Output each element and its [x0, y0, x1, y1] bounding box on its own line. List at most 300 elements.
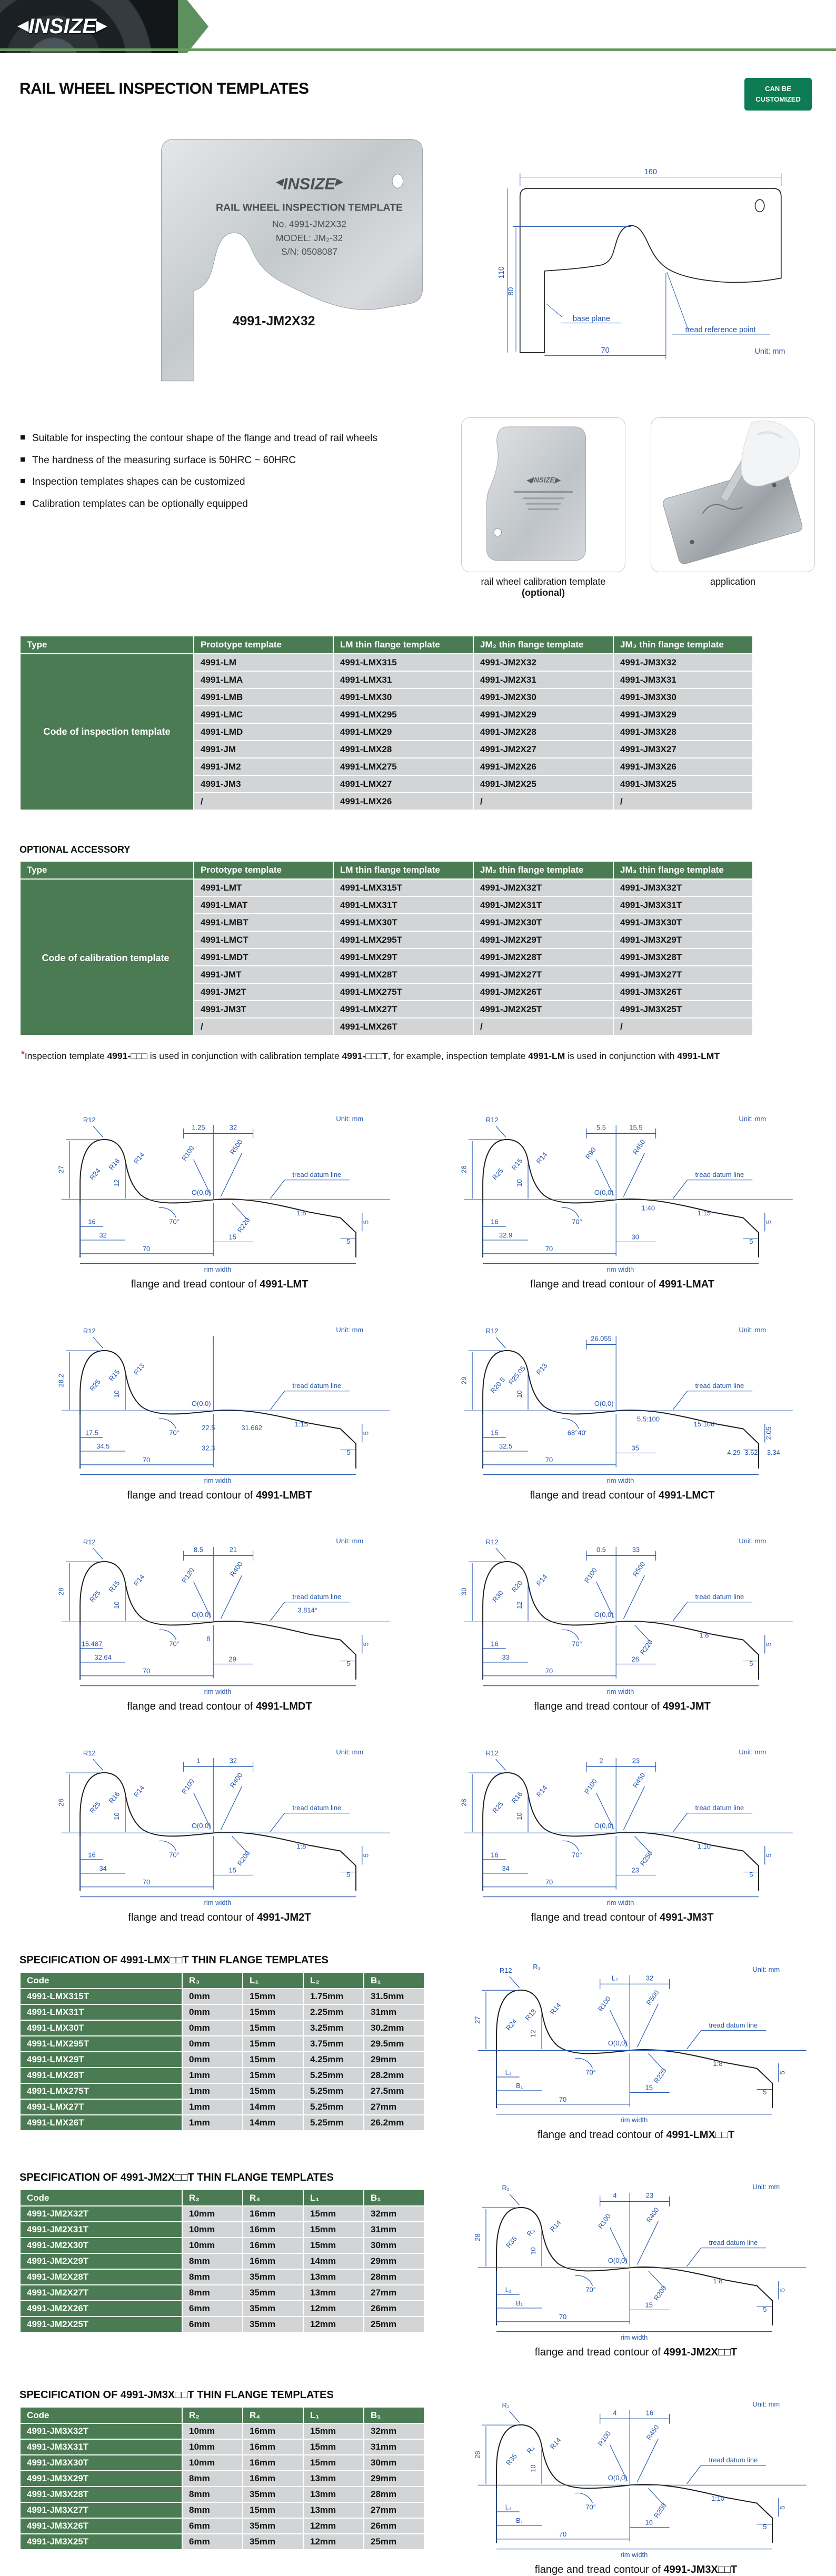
spec-value-cell: 4.25mm	[303, 2052, 364, 2068]
spec-value-cell: 8mm	[182, 2253, 243, 2269]
contour-drawing	[444, 2383, 828, 2564]
spec-value-cell: 15mm	[303, 2238, 364, 2253]
spec-value-cell: 16mm	[243, 2455, 303, 2471]
footnote-code: 4991-□□□	[107, 1051, 147, 1062]
dim-label-rim: rim width	[204, 1899, 232, 1907]
spec-value-cell: 12mm	[303, 2301, 364, 2317]
spec-value-cell: 1mm	[182, 2083, 243, 2099]
spec-value-cell: 31mm	[364, 2439, 424, 2455]
diagram-caption-prefix: flange and tread contour of	[127, 1490, 256, 1502]
dim-label-rim: rim width	[204, 1688, 232, 1696]
spec-value-cell: 27mm	[364, 2099, 424, 2115]
dim-label-rim: rim width	[606, 1476, 634, 1485]
dim-label-mid_d: 29	[228, 1655, 236, 1663]
spec-table	[19, 1972, 425, 2131]
spec-value-cell: 5.25mm	[303, 2068, 364, 2083]
dim-label-height: 27	[57, 1165, 65, 1174]
spec-value-cell: 27mm	[364, 2285, 424, 2301]
diagram-caption	[444, 2347, 828, 2359]
dim-label-left_d1: L₁	[505, 2285, 512, 2294]
dim-label-slope: 1:8	[296, 1842, 306, 1850]
dim-label-top_d1: 4	[613, 2409, 617, 2417]
spec-section-3	[19, 2389, 836, 2576]
dim-label-depth: 10	[515, 1390, 524, 1398]
code-cell: 4991-JM3X32	[613, 654, 753, 671]
dim-label-left_d3: 70	[142, 1456, 151, 1464]
dim-label-r_top: R12	[83, 1538, 96, 1546]
dim-label-unit: Unit: mm	[336, 1748, 364, 1756]
code-cell: 4991-JM3X29	[613, 706, 753, 723]
dim-label-r2: R18	[107, 1156, 122, 1172]
dim-label-angle: 68°40′	[567, 1429, 587, 1437]
contour-drawing	[444, 2165, 828, 2347]
dim-label-low_r: R220	[652, 2066, 668, 2085]
dim-label-left_d3: 70	[545, 1878, 553, 1886]
code-cell: 4991-JM2X28T	[473, 948, 613, 966]
contour-diagram-4991-JM2T	[27, 1731, 412, 1924]
dim-label-left_d1: 16	[88, 1217, 96, 1226]
diagram-code: 4991-JMT	[662, 1701, 711, 1713]
spec-header-cell: B₁	[364, 1972, 424, 1989]
dim-label-top_d1: 26.055	[591, 1334, 612, 1343]
dim-label-right_d1: 2.05	[764, 1426, 773, 1440]
diagram-code: 4991-LMCT	[658, 1490, 715, 1502]
dim-label-origin: O(0,0)	[608, 2039, 628, 2048]
dim-label-depth: 10	[113, 1601, 121, 1609]
spec-value-cell: 1mm	[182, 2115, 243, 2131]
dim-label-right_d2: 5	[763, 2305, 767, 2314]
dim-label-origin: O(0,0)	[594, 1189, 614, 1197]
dim-label-top_d1: 0.5	[596, 1545, 606, 1554]
dim-label-left_d1: 17.5	[85, 1429, 99, 1437]
dim-label-datum: tread datum line	[709, 2455, 758, 2464]
diagram-code: 4991-JM3X□□T	[663, 2564, 738, 2576]
spec-code-cell: 4991-LMX28T	[20, 2068, 182, 2083]
spec-left	[19, 2172, 441, 2333]
code-cell: 4991-JM3X32T	[613, 879, 753, 896]
header-cell: LM thin flange template	[333, 636, 473, 654]
spec-value-cell: 31mm	[364, 2222, 424, 2238]
spec-header-cell: B₁	[364, 2190, 424, 2206]
spec-code-cell: 4991-LMX315T	[20, 1989, 182, 2004]
dim-label-low_r: R250	[638, 1849, 654, 1868]
dim-label-height: 28	[57, 1587, 65, 1596]
contour-drawing	[27, 1731, 412, 1912]
dim-label-height: 28	[57, 1799, 65, 1807]
dim-label-left_d3: 70	[142, 1667, 151, 1675]
code-cell: 4991-JM3X25	[613, 775, 753, 793]
dim-label-right_d2: 5	[763, 2523, 767, 2531]
spec-code-cell: 4991-JM3X28T	[20, 2487, 182, 2502]
calibration-caption	[461, 576, 625, 598]
spec-header-cell: R₃	[182, 1972, 243, 1989]
calibration-plate-shape	[486, 427, 585, 561]
spec-code-cell: 4991-JM3X25T	[20, 2534, 182, 2550]
dim-label-right_d3: 4.29	[727, 1449, 741, 1457]
dim-label-right_d2: 5	[749, 1237, 753, 1246]
dim-label-big_r2: R400	[644, 2206, 661, 2224]
dim-label-r1: R35	[504, 2452, 519, 2467]
dim-label-r_top: R12	[485, 1116, 499, 1124]
dim-label-r3: R14	[534, 1784, 549, 1799]
dim-label-top_d2: 15.5	[629, 1123, 643, 1132]
calibration-caption-line2: (optional)	[522, 587, 565, 598]
calibration-plate-textline	[523, 497, 564, 499]
diagram-caption	[430, 1279, 814, 1291]
code-cell: 4991-JMT	[194, 966, 333, 983]
spec-value-cell: 35mm	[243, 2285, 303, 2301]
dim-label-angle: 70°	[585, 2503, 596, 2511]
dim-label-e2: 31.662	[241, 1424, 263, 1432]
dim-label-r3: R14	[132, 1784, 146, 1799]
dim-label-origin: O(0,0)	[594, 1611, 614, 1619]
dim-110: 110	[497, 266, 506, 279]
diagram-caption-prefix: flange and tread contour of	[128, 1912, 257, 1924]
spec-code-cell: 4991-LMX295T	[20, 2036, 182, 2052]
code-cell: 4991-LMB	[194, 688, 333, 706]
spec-value-cell: 30mm	[364, 2455, 424, 2471]
spec-value-cell: 15mm	[303, 2439, 364, 2455]
logo-left-arrow-icon: ◀	[18, 17, 28, 33]
diagram-caption-prefix: flange and tread contour of	[530, 1279, 659, 1291]
dim-label-r3: R14	[534, 1573, 549, 1588]
spec-value-cell: 6mm	[182, 2301, 243, 2317]
spec-diagram	[444, 1948, 828, 2141]
spec-value-cell: 10mm	[182, 2238, 243, 2253]
spec-value-cell: 25mm	[364, 2534, 424, 2550]
dim-label-right_d1: 5	[764, 1642, 773, 1646]
code-cell: 4991-JM2X25	[473, 775, 613, 793]
dim-label-left_d2: 32.9	[499, 1231, 513, 1240]
dim-label-r2: R20	[510, 1579, 524, 1594]
dim-label-slope: 1:10	[697, 1842, 711, 1850]
code-cell: 4991-LMX315T	[333, 879, 473, 896]
spec-value-cell: 8mm	[182, 2471, 243, 2487]
plate-logo-left-arrow-icon: ◀	[275, 176, 283, 187]
dim-label-e1: 8	[206, 1635, 211, 1643]
spec-value-cell: 8mm	[182, 2285, 243, 2301]
dim-label-top_d2: 32	[229, 1756, 237, 1765]
dim-label-right_d2: 5	[346, 1871, 351, 1879]
contour-drawing	[444, 1948, 828, 2129]
dim-label-left_d2: B₁	[516, 2517, 523, 2525]
code-cell: 4991-JM2X28	[473, 723, 613, 741]
dim-label-mid_d: 15	[645, 2301, 653, 2309]
dim-label-left_d3: 70	[142, 1245, 151, 1253]
dim-label-mid_d: 23	[631, 1866, 639, 1874]
dim-label-right_d1: 5	[362, 1642, 370, 1646]
dim-label-r1: R25	[88, 1589, 102, 1604]
spec-value-cell: 6mm	[182, 2317, 243, 2332]
dim-label-origin: O(0,0)	[191, 1189, 211, 1197]
code-cell: 4991-LMDT	[194, 948, 333, 966]
dim-label-left_d1: L₁	[505, 2503, 512, 2511]
footnote-code: 4991-□□□T	[342, 1051, 388, 1062]
dim-label-mid_d: 30	[631, 1233, 639, 1241]
code-cell: 4991-LMBT	[194, 914, 333, 931]
drawing-hole	[755, 199, 764, 212]
spec-value-cell: 29mm	[364, 2253, 424, 2269]
diagram-caption-prefix: flange and tread contour of	[537, 2129, 666, 2141]
code-cell: 4991-LM	[194, 654, 333, 671]
dim-label-slope: 1:10	[711, 2494, 725, 2502]
code-cell: 4991-JM2X25T	[473, 1001, 613, 1018]
dim-label-low_r: R200	[652, 2284, 668, 2302]
spec-header-cell: Code	[20, 2407, 182, 2423]
dim-label-top_d2: 21	[229, 1545, 237, 1554]
contour-drawing	[27, 1309, 412, 1490]
code-cell: /	[194, 793, 333, 810]
dim-label-r1: R25	[88, 1377, 102, 1393]
spec-code-cell: 4991-JM2X30T	[20, 2238, 182, 2253]
spec-value-cell: 10mm	[182, 2439, 243, 2455]
code-cell: 4991-JM2X29	[473, 706, 613, 723]
spec-code-cell: 4991-JM3X32T	[20, 2423, 182, 2439]
dim-label-r3: R14	[534, 1151, 549, 1166]
spec-code-cell: 4991-JM3X26T	[20, 2518, 182, 2534]
product-row	[79, 128, 836, 386]
spec-value-cell: 16mm	[243, 2206, 303, 2222]
spec-code-cell: 4991-JM2X25T	[20, 2317, 182, 2332]
calibration-template-box	[461, 417, 625, 598]
code-cell: 4991-JM3X28	[613, 723, 753, 741]
dim-label-datum: tread datum line	[695, 1170, 744, 1179]
dim-label-datum: tread datum line	[695, 1592, 744, 1601]
dim-label-slope2: 1:40	[641, 1204, 655, 1212]
spec-value-cell: 15mm	[303, 2423, 364, 2439]
code-cell: 4991-LMA	[194, 671, 333, 688]
dim-label-right_d1: 5	[362, 1220, 370, 1224]
code-cell: 4991-LMX31	[333, 671, 473, 688]
spec-value-cell: 2.25mm	[303, 2004, 364, 2020]
footnote	[21, 1046, 815, 1064]
code-cell: 4991-JM2X26	[473, 758, 613, 775]
diagram-code: 4991-JM2T	[257, 1912, 311, 1924]
dim-label-r1: R20.5	[489, 1375, 507, 1395]
diagram-caption	[27, 1701, 412, 1713]
dim-label-big_r2: R450	[631, 1771, 647, 1790]
code-cell: 4991-JM2X27	[473, 741, 613, 758]
dim-label-height: 28	[473, 2451, 482, 2459]
tread-ref-label: tread reference point	[685, 326, 756, 335]
dim-label-r_top: R₂	[502, 2401, 510, 2410]
diagram-caption-prefix: flange and tread contour of	[534, 2347, 664, 2359]
spec-sections	[0, 1954, 836, 2576]
dim-label-left_d1: 16	[491, 1640, 499, 1648]
dim-label-left_d1: 15	[491, 1429, 499, 1437]
insize-logo	[18, 15, 107, 38]
dim-label-slope2: 5.5:100	[636, 1415, 660, 1423]
dim-label-unit: Unit: mm	[752, 2182, 780, 2191]
header-cell: JM₃ thin flange template	[613, 861, 753, 879]
dim-label-datum: tread datum line	[695, 1381, 744, 1390]
spec-value-cell: 13mm	[303, 2285, 364, 2301]
spec-value-cell: 6mm	[182, 2534, 243, 2550]
spec-value-cell: 15mm	[303, 2455, 364, 2471]
code-cell: 4991-LMX30T	[333, 914, 473, 931]
spec-diagram	[444, 2165, 828, 2359]
dim-label-unit: Unit: mm	[739, 1114, 767, 1123]
dim-label-r_top: R₂	[502, 2184, 510, 2192]
code-cell: 4991-JM	[194, 741, 333, 758]
calibration-caption-line1: rail wheel calibration template	[481, 576, 606, 587]
dim-label-right_d1: 5	[764, 1853, 773, 1858]
calibration-template-image	[461, 417, 625, 572]
code-cell: 4991-LMX28	[333, 741, 473, 758]
dim-label-big_r2: R500	[228, 1138, 244, 1156]
header-arrow-shape	[178, 0, 208, 53]
dim-label-big_r2: R450	[644, 2423, 661, 2442]
spec-value-cell: 15mm	[243, 2083, 303, 2099]
code-cell: 4991-JM2X27T	[473, 966, 613, 983]
brand-header	[0, 0, 836, 53]
spec-value-cell: 35mm	[243, 2269, 303, 2285]
dim-label-left_d1: 15.487	[81, 1640, 103, 1648]
code-cell: 4991-JM3X31T	[613, 896, 753, 914]
dim-label-top_d1: 4	[613, 2191, 617, 2200]
header-cell: JM₃ thin flange template	[613, 636, 753, 654]
code-cell: 4991-JM3X26	[613, 758, 753, 775]
code-cell: 4991-JM2X31T	[473, 896, 613, 914]
plate-sn: S/N: 0508087	[281, 246, 338, 257]
dim-label-top_d2: 23	[632, 1756, 640, 1765]
code-cell: 4991-LMCT	[194, 931, 333, 948]
diagram-code: 4991-JM2X□□T	[663, 2347, 738, 2359]
badge-line2: CUSTOMIZED	[755, 95, 801, 104]
dim-label-left_d2: 32	[99, 1231, 107, 1240]
spec-value-cell: 16mm	[243, 2471, 303, 2487]
calibration-plate-textline	[526, 503, 561, 505]
dim-label-right_d1: 5	[778, 2288, 787, 2292]
spec-value-cell: 31mm	[364, 2004, 424, 2020]
feature-list	[19, 431, 388, 598]
footnote-text: Inspection template	[24, 1051, 107, 1062]
code-cell: 4991-JM3X28T	[613, 948, 753, 966]
spec-value-cell: 10mm	[182, 2206, 243, 2222]
diagram-code: 4991-LMX□□T	[666, 2129, 735, 2141]
dim-label-left_d3: 70	[545, 1456, 553, 1464]
spec-value-cell: 1mm	[182, 2068, 243, 2083]
code-cell: 4991-JM2X26T	[473, 983, 613, 1001]
diagram-code: 4991-LMT	[260, 1279, 308, 1291]
optional-accessory-heading: OPTIONAL ACCESSORY	[19, 844, 131, 855]
application-box	[651, 417, 815, 598]
code-cell: 4991-LMT	[194, 879, 333, 896]
dim-label-slope: 1:15	[697, 1209, 711, 1217]
dim-label-r2: R15	[107, 1579, 122, 1594]
spec-code-cell: 4991-JM2X32T	[20, 2206, 182, 2222]
dim-label-rim: rim width	[204, 1476, 232, 1485]
spec-value-cell: 26.2mm	[364, 2115, 424, 2131]
code-cell: 4991-LMX315	[333, 654, 473, 671]
code-cell: 4991-LMX295	[333, 706, 473, 723]
spec-value-cell: 16mm	[243, 2439, 303, 2455]
spec-header-cell: Code	[20, 1972, 182, 1989]
dim-label-big_r1: R100	[180, 1144, 196, 1162]
header-photo	[0, 0, 178, 53]
calibration-plate-textline	[514, 491, 573, 493]
dim-label-r_top: R12	[485, 1327, 499, 1335]
dim-label-origin: O(0,0)	[191, 1611, 211, 1619]
spec-value-cell: 26mm	[364, 2518, 424, 2534]
dim-label-slope: 1:8	[713, 2059, 723, 2068]
diagram-code: 4991-LMBT	[255, 1490, 312, 1502]
dim-label-r2: R18	[523, 2007, 538, 2022]
calibration-plate-hole	[494, 528, 501, 536]
contour-drawing	[430, 1520, 814, 1701]
dim-label-angle: 70°	[572, 1217, 582, 1226]
dim-label-r3: R14	[548, 2001, 563, 2016]
dim-label-angle: 70°	[585, 2068, 596, 2076]
feature-item: Calibration templates can be optionally equipped	[19, 497, 388, 512]
spec-header-cell: L₁	[303, 2190, 364, 2206]
dim-label-height: 27	[473, 2016, 482, 2024]
product-code: 4991-JM2X32	[232, 314, 315, 329]
spec-value-cell: 35mm	[243, 2317, 303, 2332]
spec-value-cell: 1.75mm	[303, 1989, 364, 2004]
code-cell: 4991-JM3X27	[613, 741, 753, 758]
spec-code-cell: 4991-JM3X27T	[20, 2502, 182, 2518]
badge-line1: CAN BE	[765, 85, 791, 93]
spec-value-cell: 16mm	[243, 2238, 303, 2253]
spec-value-cell: 27mm	[364, 2502, 424, 2518]
dim-label-right_d2: 5	[346, 1660, 351, 1668]
contour-diagram-4991-LMT	[27, 1097, 412, 1291]
spec-value-cell: 1mm	[182, 2099, 243, 2115]
code-cell: 4991-JM3	[194, 775, 333, 793]
dim-label-left_d2: B₁	[516, 2082, 523, 2090]
dim-label-r1: R25	[491, 1800, 505, 1815]
diagram-caption	[444, 2129, 828, 2141]
dim-label-left_d3: 70	[559, 2530, 567, 2539]
spec-value-cell: 5.25mm	[303, 2115, 364, 2131]
dim-label-depth: 10	[529, 2464, 538, 2472]
dim-label-datum: tread datum line	[292, 1592, 342, 1601]
dim-label-r3: R14	[548, 2219, 563, 2234]
dim-label-r3: R13	[534, 1362, 549, 1377]
spec-value-cell: 8mm	[182, 2269, 243, 2285]
spec-code-cell: 4991-LMX27T	[20, 2099, 182, 2115]
dim-label-r1: R24	[88, 1166, 102, 1182]
spec-code-cell: 4991-JM2X28T	[20, 2269, 182, 2285]
features-row	[19, 417, 815, 598]
diagram-caption	[430, 1490, 814, 1502]
spec-value-cell: 12mm	[303, 2317, 364, 2332]
unit-label: Unit: mm	[754, 347, 785, 356]
customized-badge	[744, 78, 812, 111]
contour-drawing	[430, 1731, 814, 1912]
contour-diagram-4991-LMX□□T	[444, 1948, 828, 2141]
spec-header-cell: Code	[20, 2190, 182, 2206]
dim-label-depth: 10	[515, 1812, 524, 1820]
dim-label-right_d2: 5	[749, 1871, 753, 1879]
dim-label-r_top: R12	[485, 1749, 499, 1758]
spec-value-cell: 15mm	[243, 1989, 303, 2004]
code-cell: 4991-JM3X30	[613, 688, 753, 706]
dim-label-rim: rim width	[620, 2333, 648, 2342]
dim-label-left_d3: 70	[559, 2095, 567, 2104]
dim-label-datum: tread datum line	[709, 2021, 758, 2029]
dim-label-unit: Unit: mm	[336, 1536, 364, 1545]
spec-value-cell: 13mm	[303, 2487, 364, 2502]
footnote-text: is used in conjunction with calibration template	[147, 1051, 342, 1062]
spec-left	[19, 2389, 441, 2550]
code-cell: 4991-LMX27T	[333, 1001, 473, 1018]
dim-label-r1: R30	[491, 1589, 505, 1604]
diagram-caption-prefix: flange and tread contour of	[530, 1490, 659, 1502]
dim-label-top_d2: 33	[632, 1545, 640, 1554]
spec-value-cell: 16mm	[243, 2222, 303, 2238]
